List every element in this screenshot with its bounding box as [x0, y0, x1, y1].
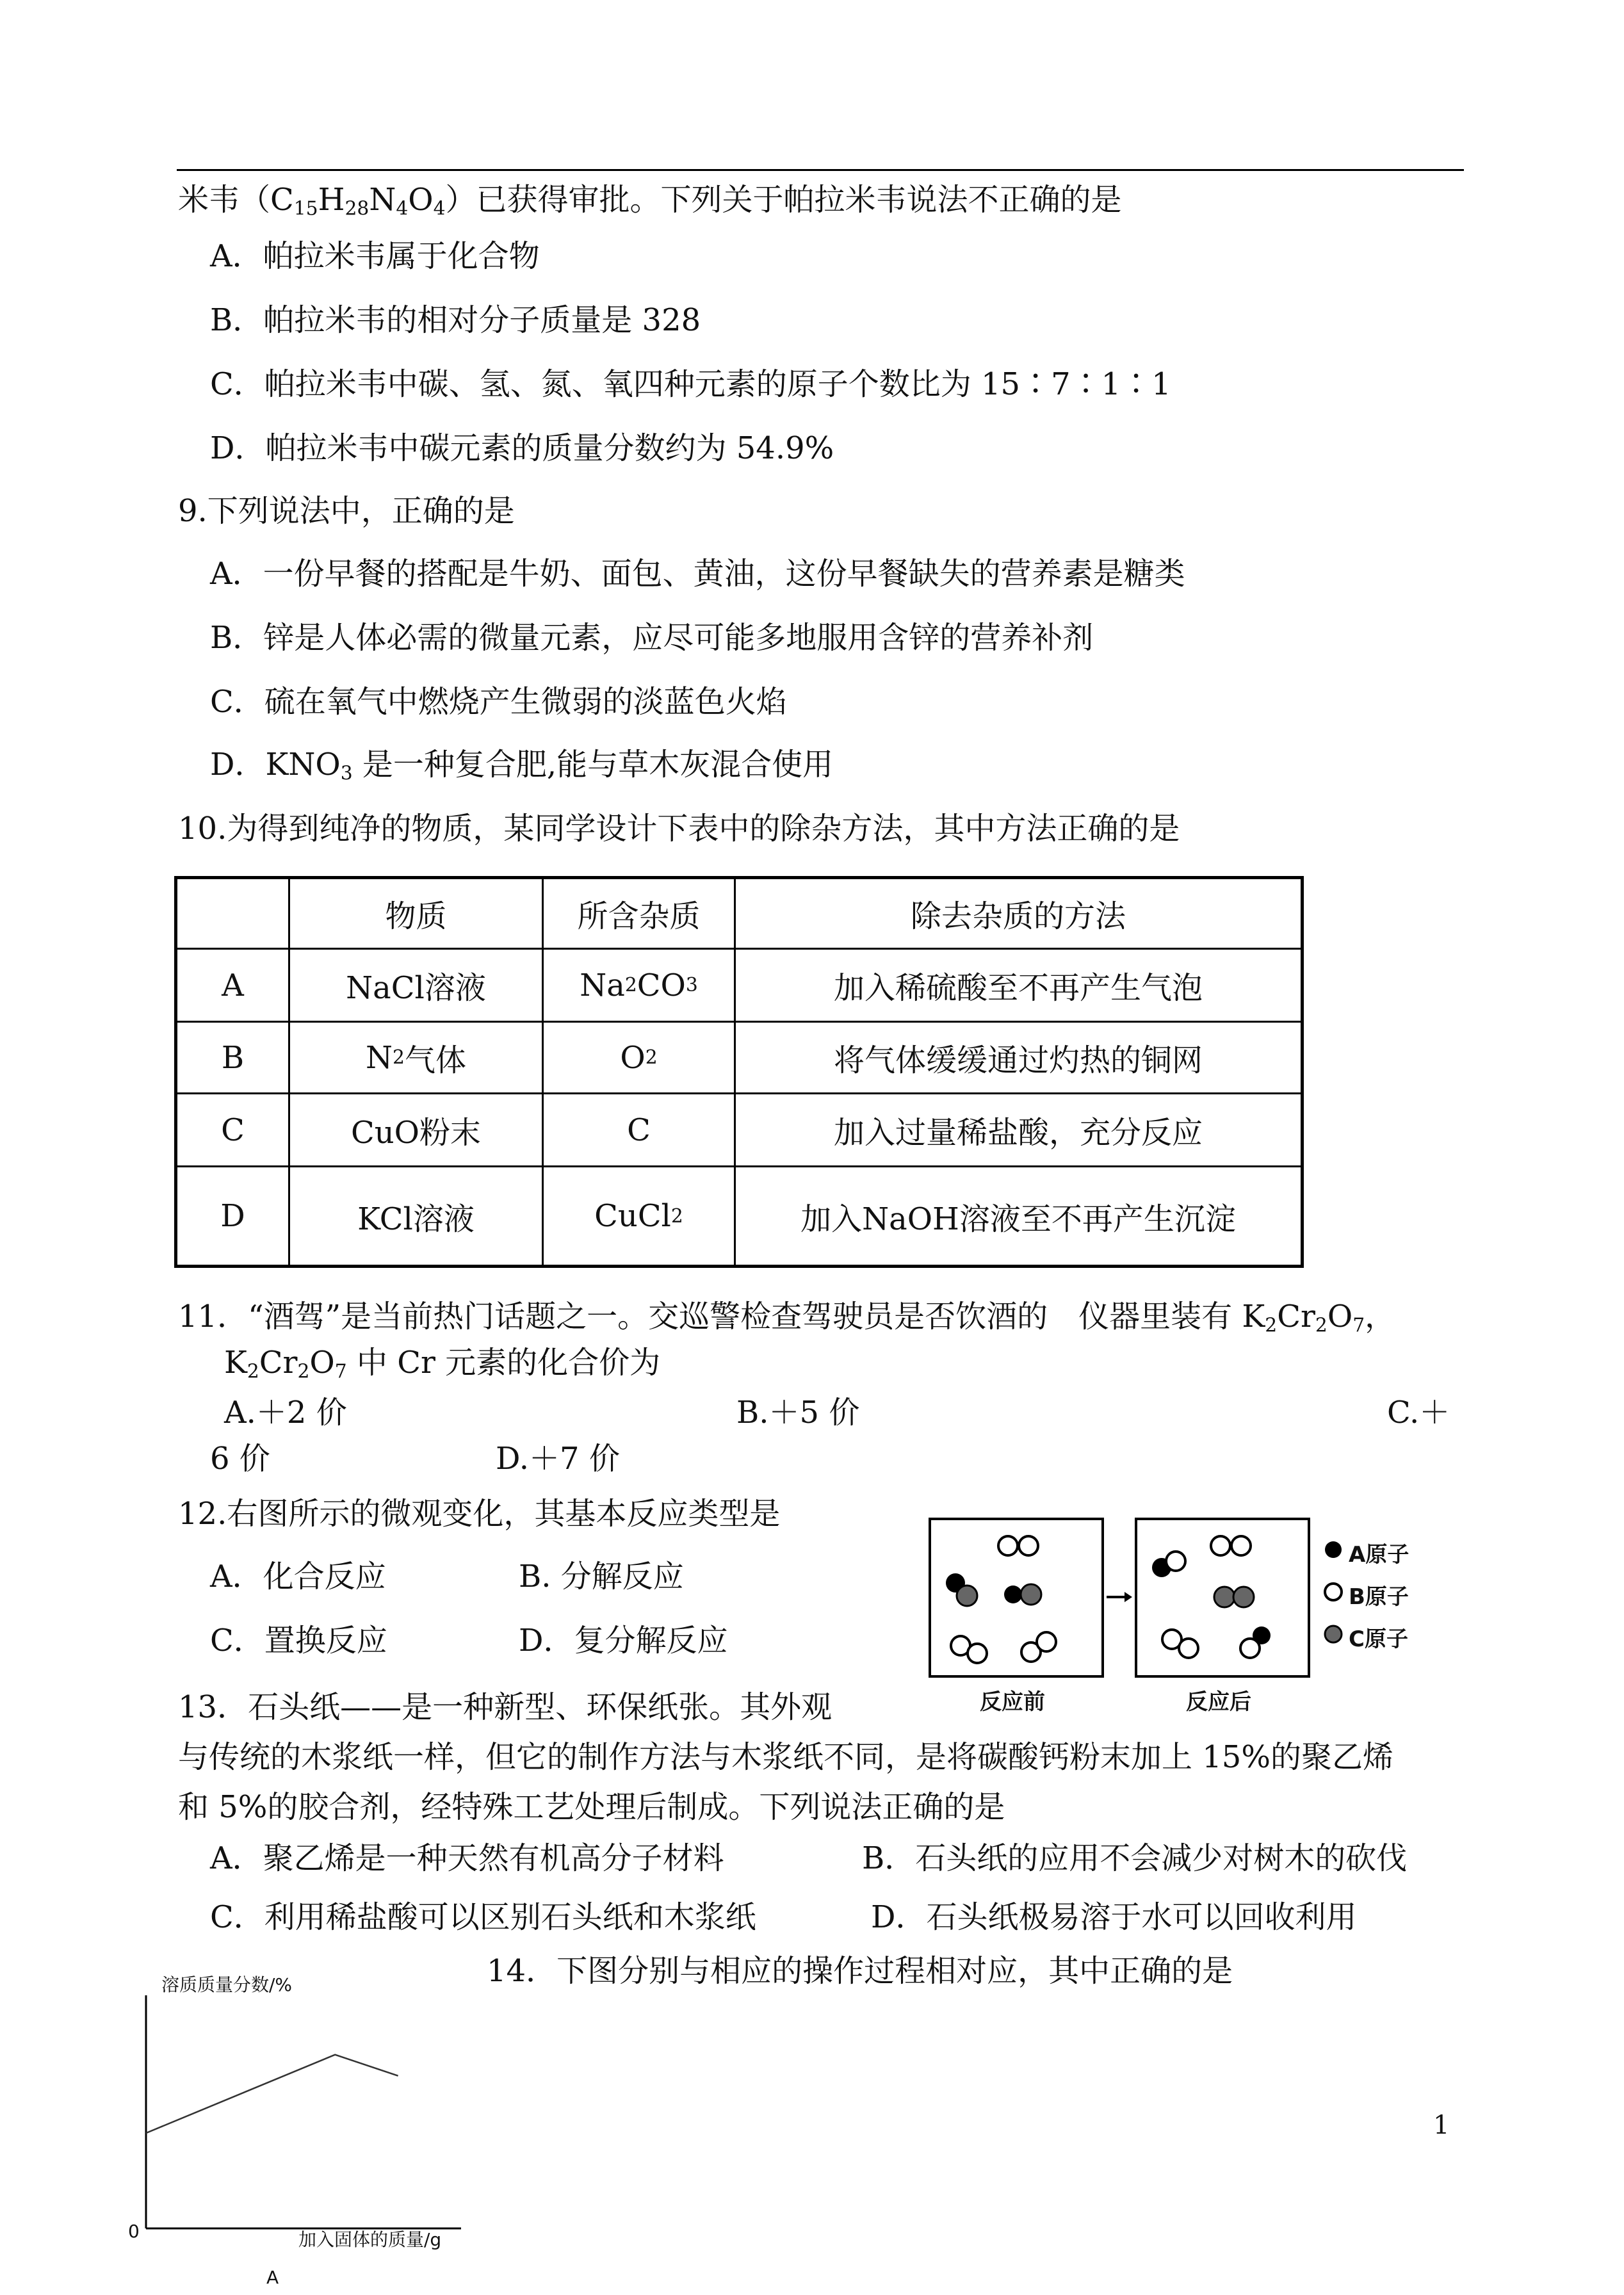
table-row: [177, 950, 1301, 1023]
method-cell: 加入过量稀盐酸，充分反应: [833, 1115, 1203, 1151]
after-label: 反应后: [1186, 1689, 1251, 1715]
graph-x-axis-label: 加入固体的质量/g: [298, 2229, 442, 2250]
b-atom: [1019, 1536, 1038, 1555]
b-atom: [1211, 1536, 1230, 1555]
table-row: [177, 1167, 1301, 1265]
q8-option-c: C．帕拉米韦中碳、氢、氮、氧四种元素的原子个数比为 15∶7∶1∶1: [210, 366, 1171, 402]
graph-a-svg: [128, 1991, 487, 2248]
b-atom: [1179, 1639, 1198, 1658]
impurity-cell: Na 2 CO 3: [544, 950, 736, 1021]
legend-b-label: B原子: [1349, 1584, 1409, 1610]
legend-c-label: C原子: [1349, 1626, 1408, 1652]
q8-option-b: B．帕拉米韦的相对分子质量是 328: [210, 302, 701, 338]
b-atom: [1037, 1632, 1056, 1651]
q11-stem-line2: $K_2Cr_2O_7$ 中 Cr 元素的化合价为: [224, 1345, 661, 1383]
substance-cell: NaCl溶液: [290, 950, 544, 1021]
b-atom: [998, 1536, 1018, 1555]
q12-stem: 12.右图所示的微观变化，其基本反应类型是: [178, 1496, 781, 1532]
reaction-diagram: [929, 1518, 1441, 1716]
q12-option-c: C．置换反应: [210, 1623, 387, 1658]
q12-option-d: D．复分解反应: [519, 1623, 728, 1658]
graph-tag: A: [266, 2267, 279, 2288]
row-label: B: [177, 1023, 290, 1092]
substance-cell: KCl溶液: [290, 1167, 544, 1265]
table-header-cell: 所含杂质: [544, 879, 736, 948]
series-line: [146, 2055, 398, 2133]
q11-option-a: A.＋2 价: [224, 1395, 347, 1431]
q11-option-c: C.＋: [1387, 1395, 1450, 1431]
c-atom: [1233, 1587, 1254, 1607]
q12-option-b: B. 分解反应: [519, 1559, 684, 1594]
q9-stem: 9.下列说法中，正确的是: [178, 493, 515, 529]
q10-stem: 10.为得到纯净的物质，某同学设计下表中的除杂方法，其中方法正确的是: [178, 811, 1180, 847]
q13-stem-line3: 和 5%的胶合剂，经特殊工艺处理后制成。下列说法正确的是: [178, 1789, 1005, 1825]
b-atom: [1166, 1552, 1185, 1571]
graph-y-axis-label: 溶质质量分数/%: [161, 1974, 293, 1995]
q13-option-c: C．利用稀盐酸可以区别石头纸和木浆纸: [210, 1899, 756, 1935]
graph-origin-label: 0: [128, 2221, 140, 2242]
q13-stem-line2: 与传统的木浆纸一样，但它的制作方法与木浆纸不同，是将碳酸钙粉末加上 15%的聚乙烯: [178, 1739, 1393, 1775]
q11-option-b: B.＋5 价: [736, 1395, 860, 1431]
impurity-cell: C: [544, 1094, 736, 1165]
q8-option-d: D．帕拉米韦中碳元素的质量分数约为 54.9%: [210, 430, 834, 466]
legend-a-symbol: [1325, 1541, 1342, 1558]
q14-stem: 14．下图分别与相应的操作过程相对应，其中正确的是: [487, 1953, 1233, 1989]
substance-cell: N 2 气体: [290, 1023, 544, 1092]
table-row: [177, 1094, 1301, 1167]
q9-option-a: A．一份早餐的搭配是牛奶、面包、黄油，这份早餐缺失的营养素是糖类: [210, 556, 1185, 592]
table-header-cell: 物质: [290, 879, 544, 948]
q12-option-a: A．化合反应: [210, 1559, 386, 1594]
table-header-row: [177, 879, 1301, 950]
q11-option-c-cont: 6 价: [210, 1441, 270, 1477]
q9-option-d: D．$KNO_3$ 是一种复合肥,能与草木灰混合使用: [210, 747, 834, 785]
row-label: A: [177, 950, 290, 1021]
q9-option-b: B．锌是人体必需的微量元素，应尽可能多地服用含锌的营养补剂: [210, 620, 1094, 656]
c-atom: [1214, 1587, 1235, 1607]
q8-stem-tail: 米韦$(C_{15}H_{28}N_4O_4)$已获得审批。下列关于帕拉米韦说法不正确的是: [178, 182, 1122, 220]
q13-option-b: B．石头纸的应用不会减少对树木的砍伐: [862, 1840, 1408, 1876]
arrow-head: [1125, 1592, 1132, 1602]
table-header-cell: [177, 879, 290, 948]
row-label: D: [177, 1167, 290, 1265]
c-atom: [1021, 1584, 1041, 1605]
before-label: 反应前: [980, 1689, 1045, 1715]
q8-option-a: A．帕拉米韦属于化合物: [210, 238, 540, 274]
row-label: C: [177, 1094, 290, 1165]
method-cell: 将气体缓缓通过灼热的铜网: [833, 1042, 1203, 1078]
page-number: 1: [1433, 2111, 1450, 2140]
q11-stem-line1: 11．“酒驾”是当前热门话题之一。交巡警检查驾驶员是否饮酒的 仪器里装有 $K_2Cr_2O_7$，: [178, 1299, 1396, 1337]
method-cell: 加入稀硫酸至不再产生气泡: [833, 970, 1203, 1006]
legend-c-symbol: [1325, 1626, 1342, 1642]
a-atom: [1004, 1585, 1022, 1603]
table-row: [177, 1023, 1301, 1094]
q13-option-a: A．聚乙烯是一种天然有机高分子材料: [210, 1840, 724, 1876]
b-atom: [1231, 1536, 1251, 1555]
q9-option-c: C．硫在氧气中燃烧产生微弱的淡蓝色火焰: [210, 684, 787, 720]
c-atom: [957, 1585, 977, 1606]
q13-stem-line1: 13．石头纸——是一种新型、环保纸张。其外观: [178, 1689, 832, 1725]
substance-cell: CuO粉末: [290, 1094, 544, 1165]
a-atom: [1253, 1626, 1271, 1644]
legend-b-symbol: [1325, 1584, 1342, 1600]
method-cell: 加入NaOH溶液至不再产生沉淀: [800, 1201, 1236, 1237]
purification-table: [174, 876, 1304, 1268]
impurity-cell: CuCl 2: [544, 1167, 736, 1265]
legend-a-label: A原子: [1349, 1542, 1409, 1568]
q11-option-d: D.＋7 价: [496, 1441, 620, 1477]
q13-option-d: D．石头纸极易溶于水可以回收利用: [871, 1899, 1357, 1935]
table-header-cell: 除去杂质的方法: [910, 898, 1126, 934]
impurity-cell: O 2: [544, 1023, 736, 1092]
b-atom: [968, 1644, 987, 1663]
header-rule: [177, 169, 1464, 171]
